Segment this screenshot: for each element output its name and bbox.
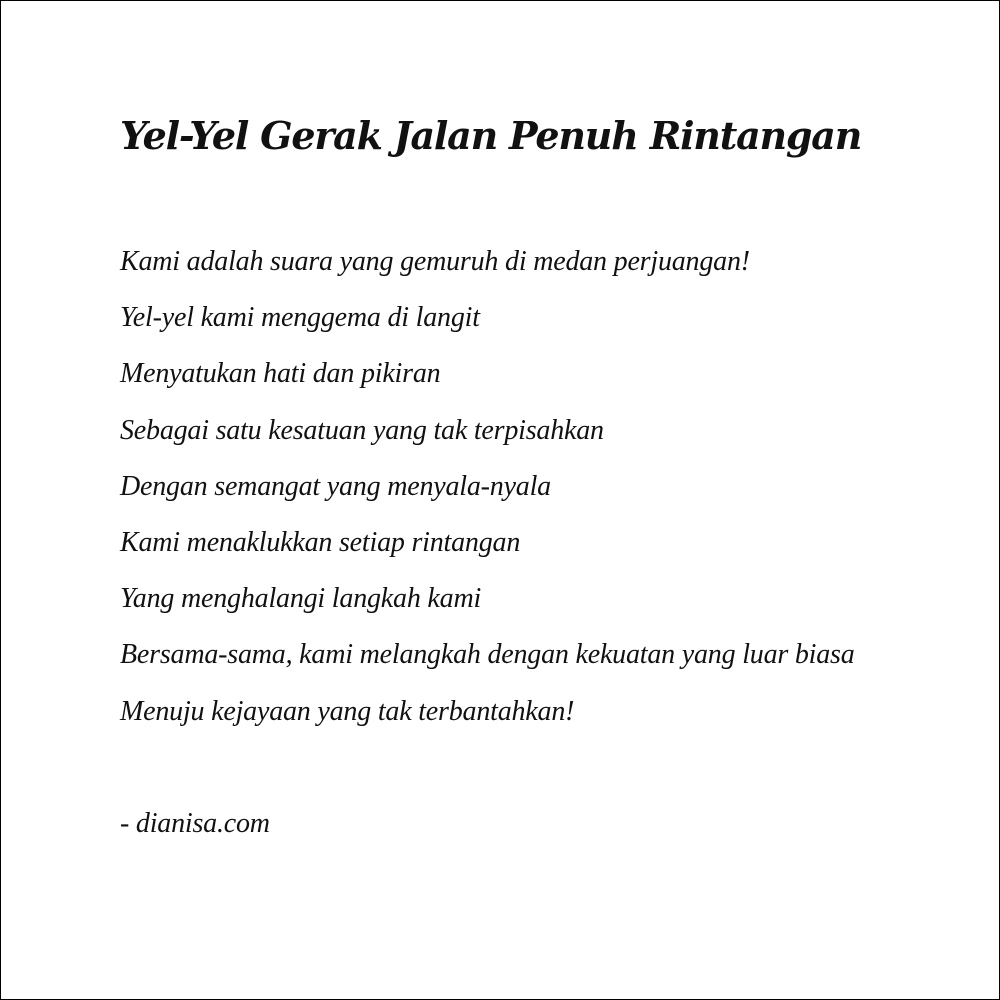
verse-line: Menuju kejayaan yang tak terbantahkan!: [120, 695, 575, 727]
verse-line: Kami menaklukkan setiap rintangan: [120, 526, 521, 558]
source-credit: - dianisa.com: [120, 808, 270, 839]
verse-line: Kami adalah suara yang gemuruh di medan perjuangan!: [120, 246, 750, 277]
verse-line: Dengan semangat yang menyala-nyala: [120, 470, 551, 502]
verse-line: Yel-yel kami menggema di langit: [120, 302, 480, 334]
page-title: Yel-Yel Gerak Jalan Penuh Rintangan: [120, 113, 862, 158]
verse-lines: [120, 241, 855, 747]
verse-line: Yang menghalangi langkah kami: [120, 583, 482, 615]
verse-line: Sebagai satu kesatuan yang tak terpisahkan: [120, 414, 604, 446]
verse-line: Menyatukan hati dan pikiran: [120, 358, 441, 390]
verse-line: Bersama-sama, kami melangkah dengan kekuatan yang luar biasa: [120, 639, 855, 671]
